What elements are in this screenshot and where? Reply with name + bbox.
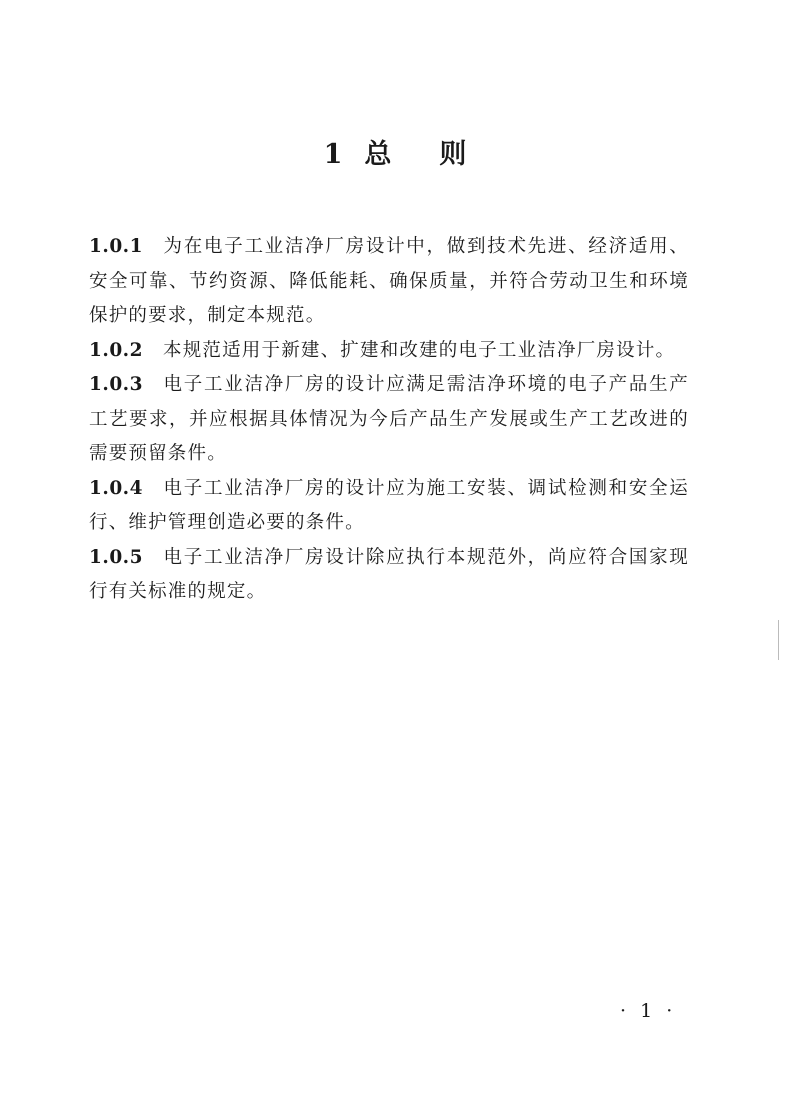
- chapter-title-char-2: 则: [439, 139, 467, 170]
- clause-text: 电子工业洁净厂房设计除应执行本规范外，尚应符合国家现行有关标准的规定。: [89, 546, 689, 602]
- chapter-title-char-1: 总: [364, 139, 392, 170]
- clause-1-0-5: [89, 541, 689, 610]
- clause-text: 电子工业洁净厂房的设计应满足需洁净环境的电子产品生产工艺要求，并应根据具体情况为今后产品生产发展或生产工艺改进的需要预留条件。: [89, 374, 689, 464]
- chapter-number: 1: [323, 139, 343, 170]
- clause-1-0-1: [89, 230, 689, 334]
- clause-number: 1.0.5: [89, 546, 143, 568]
- clause-number: 1.0.4: [89, 477, 143, 499]
- clause-1-0-2: [89, 334, 689, 369]
- clause-number: 1.0.2: [89, 339, 143, 361]
- clause-list: [89, 230, 689, 610]
- clause-text: 电子工业洁净厂房的设计应为施工安装、调试检测和安全运行、维护管理创造必要的条件。: [89, 477, 689, 533]
- clause-number: 1.0.3: [89, 374, 143, 395]
- chapter-title: [0, 132, 790, 171]
- page-number: · 1 ·: [620, 1000, 677, 1022]
- scan-edge-mark: [778, 620, 779, 660]
- clause-1-0-3: [89, 368, 689, 472]
- clause-1-0-4: [89, 472, 689, 541]
- clause-number: 1.0.1: [89, 236, 143, 257]
- clause-text: 为在电子工业洁净厂房设计中，做到技术先进、经济适用、安全可靠、节约资源、降低能耗、确保质量，并符合劳动卫生和环境保护的要求，制定本规范。: [89, 236, 689, 326]
- clause-text: 本规范适用于新建、扩建和改建的电子工业洁净厂房设计。: [163, 339, 676, 361]
